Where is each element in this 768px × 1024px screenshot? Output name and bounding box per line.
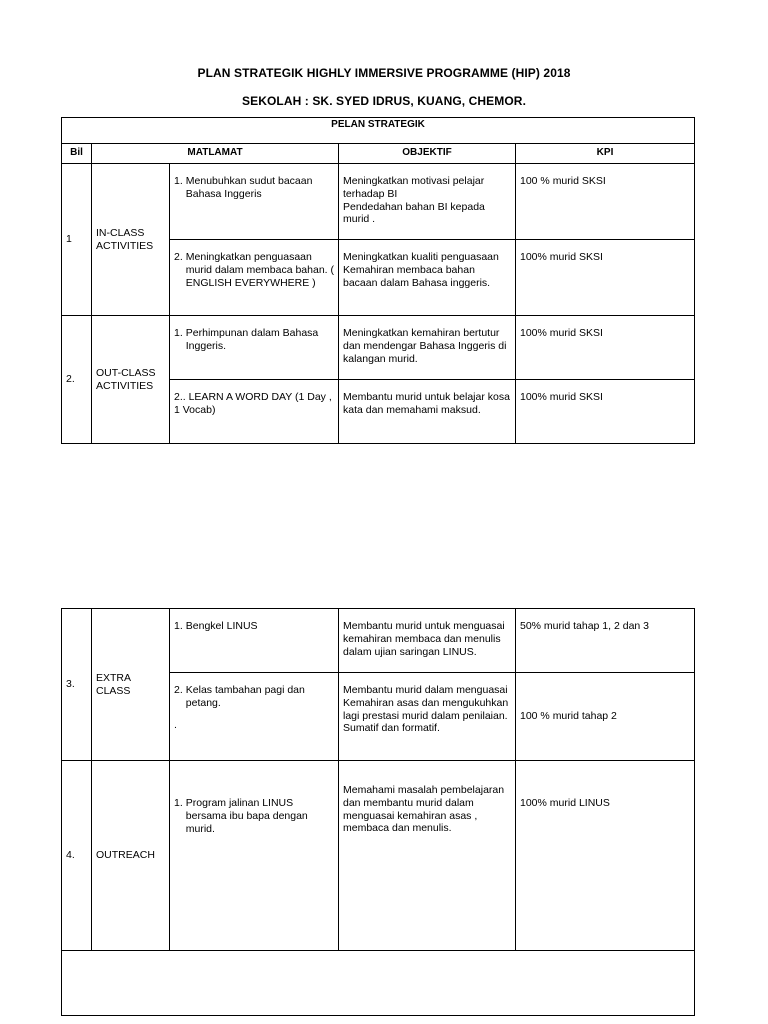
school-name: SEKOLAH : SK. SYED IDRUS, KUANG, CHEMOR. xyxy=(241,94,527,108)
objektif-cell: Membantu murid untuk menguasai kemahiran membaca dan menulis dalam ujian saringan LINUS. xyxy=(339,609,516,673)
activity-label: OUTREACH xyxy=(92,761,170,951)
matlamat-cell: 1. Program jalinan LINUS bersama ibu bapa dengan murid. xyxy=(170,761,339,951)
empty-row xyxy=(62,951,695,1016)
table-caption: PELAN STRATEGIK xyxy=(62,118,695,144)
strategic-plan-table xyxy=(61,117,695,444)
objektif-cell: Membantu murid dalam menguasai Kemahiran asas dan mengukuhkan lagi prestasi murid dalam penilaian. Sumatif dan formatif. xyxy=(339,673,516,761)
matlamat-cell: 1. Perhimpunan dalam Bahasa Inggeris. xyxy=(170,316,339,380)
objektif-cell: Memahami masalah pembelajaran dan membantu murid dalam menguasai kemahiran asas , membaca dan menulis. xyxy=(339,761,516,951)
row-number: 1 xyxy=(62,164,92,316)
objektif-cell: Meningkatkan kemahiran bertutur dan mendengar Bahasa Inggeris di kalangan murid. xyxy=(339,316,516,380)
objektif-cell: Membantu murid untuk belajar kosa kata dan memahami maksud. xyxy=(339,380,516,444)
matlamat-cell: 1. Menubuhkan sudut bacaan Bahasa Inggeris xyxy=(170,164,339,240)
document-title: PLAN STRATEGIK HIGHLY IMMERSIVE PROGRAMME (HIP) 2018 xyxy=(197,66,571,80)
objektif-cell: Meningkatkan kualiti penguasaan Kemahiran membaca bahan bacaan dalam Bahasa inggeris. xyxy=(339,240,516,316)
kpi-cell: 100% murid SKSI xyxy=(516,240,695,316)
kpi-cell: 100% murid SKSI xyxy=(516,316,695,380)
strategic-plan-table-continued xyxy=(61,608,695,1016)
row-number: 2. xyxy=(62,316,92,444)
activity-label: IN-CLASS ACTIVITIES xyxy=(92,164,170,316)
kpi-cell: 50% murid tahap 1, 2 dan 3 xyxy=(516,609,695,673)
kpi-cell: 100% murid SKSI xyxy=(516,380,695,444)
matlamat-cell: 2. Meningkatkan penguasaan murid dalam membaca bahan. ( ENGLISH EVERYWHERE ) xyxy=(170,240,339,316)
table-row xyxy=(62,164,695,240)
table-row xyxy=(62,761,695,951)
activity-label: OUT-CLASS ACTIVITIES xyxy=(92,316,170,444)
table-row xyxy=(62,316,695,380)
table-row xyxy=(62,609,695,673)
matlamat-cell: 1. Bengkel LINUS xyxy=(170,609,339,673)
row-number: 3. xyxy=(62,609,92,761)
matlamat-cell: 2.. LEARN A WORD DAY (1 Day , 1 Vocab) xyxy=(170,380,339,444)
column-header-matlamat: MATLAMAT xyxy=(92,144,339,164)
kpi-cell: 100 % murid tahap 2 xyxy=(516,673,695,761)
row-number: 4. xyxy=(62,761,92,951)
kpi-cell: 100 % murid SKSI xyxy=(516,164,695,240)
column-header-objektif: OBJEKTIF xyxy=(339,144,516,164)
activity-label: EXTRA CLASS xyxy=(92,609,170,761)
objektif-cell: Meningkatkan motivasi pelajar terhadap BI Pendedahan bahan BI kepada murid . xyxy=(339,164,516,240)
empty-cell xyxy=(62,951,695,1016)
column-header-kpi: KPI xyxy=(516,144,695,164)
matlamat-cell: 2. Kelas tambahan pagi dan petang. . xyxy=(170,673,339,761)
column-header-bil: Bil xyxy=(62,144,92,164)
kpi-cell: 100% murid LINUS xyxy=(516,761,695,951)
